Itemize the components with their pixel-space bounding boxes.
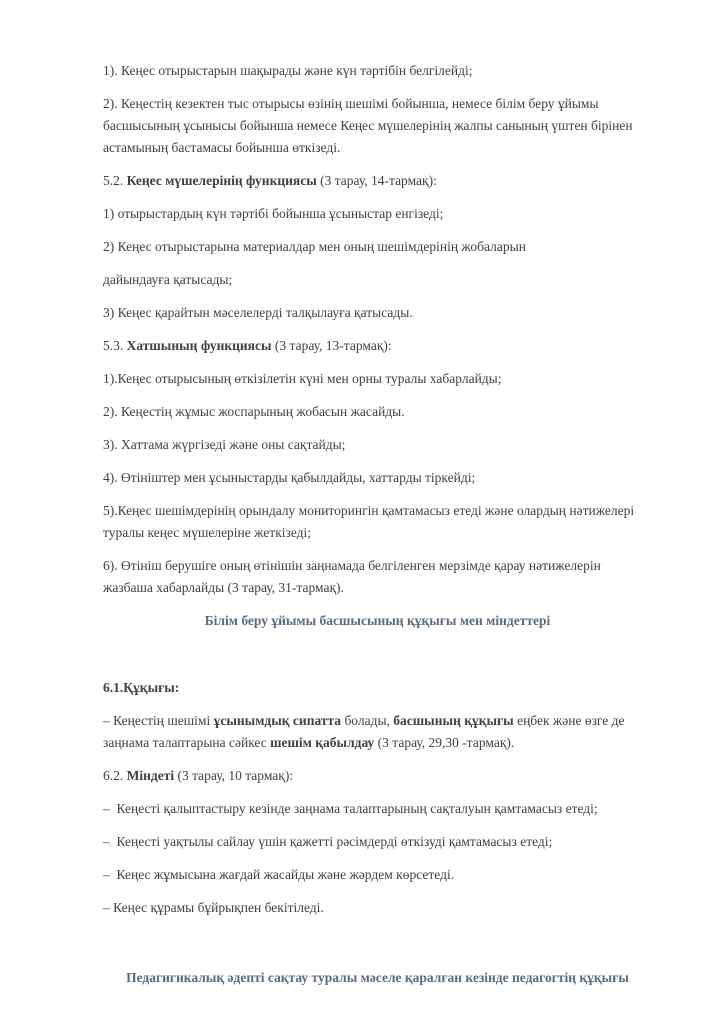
paragraph xyxy=(103,500,652,544)
paragraph xyxy=(103,677,652,699)
text-run: 2). Кеңестің жұмыс жоспарының жобасын жасайды. xyxy=(103,404,405,419)
paragraph xyxy=(103,710,652,754)
paragraph xyxy=(103,897,652,919)
text-run: 6). Өтініш берушіге оның өтінішін заңнамада белгіленген мерзімде қарау нәтижелерін жазбаша хабарлайды (3 тарау, 31-тармақ). xyxy=(103,558,605,595)
bold-text-run: 6.1.Құқығы: xyxy=(103,680,180,695)
text-run: 6.2. xyxy=(103,768,127,783)
paragraph xyxy=(103,368,652,390)
paragraph xyxy=(103,401,652,423)
text-run: 1). Кеңес отырыстарын шақырады және күн тәртібін белгілейді; xyxy=(103,63,473,78)
text-run: еңбек және өзге де заңнама талаптарына сәйкес xyxy=(103,713,628,750)
text-run: (3 тарау, 14-тармақ): xyxy=(316,173,437,188)
text-run: 3). Хаттама жүргізеді және оны сақтайды; xyxy=(103,437,346,452)
section-heading xyxy=(103,967,652,989)
text-run: 5.3. xyxy=(103,338,127,353)
paragraph xyxy=(103,203,652,225)
paragraph xyxy=(103,236,652,258)
bold-text-run: басшының құқығы xyxy=(393,713,514,728)
bold-text-run: ұсынымдық сипатта xyxy=(213,713,342,728)
text-run: 2). Кеңестің кезектен тыс отырысы өзінің шешімі бойынша, немесе білім беру ұйымы басшысының ұсынысы бойынша немесе Кеңес мүшелерінің жалпы санының үштен бірінен астамының бастамасы бойынша өткізеді. xyxy=(103,96,636,155)
paragraph xyxy=(103,831,652,853)
paragraph xyxy=(103,269,652,291)
paragraph xyxy=(103,798,652,820)
paragraph xyxy=(103,864,652,886)
text-run: болады, xyxy=(341,713,394,728)
paragraph xyxy=(103,555,652,599)
text-run: 3) Кеңес қарайтын мәселелерді талқылауға қатысады. xyxy=(103,305,413,320)
text-run: – Кеңес құрамы бұйрықпен бекітіледі. xyxy=(103,900,324,915)
paragraph xyxy=(103,765,652,787)
bold-text-run: Білім беру ұйымы басшысының құқығы мен міндеттері xyxy=(204,613,551,628)
text-run: (3 тарау, 29,30 -тармақ). xyxy=(374,735,515,750)
document-content xyxy=(103,60,652,989)
text-run: (3 тарау, 10 тармақ): xyxy=(174,768,294,783)
paragraph xyxy=(103,93,652,159)
bold-text-run: Педагигикалық әдепті сақтау туралы мәселе қаралған кезінде педагогтің құқығы xyxy=(126,970,629,985)
text-run: 1) отырыстардың күн тәртібі бойынша ұсыныстар енгізеді; xyxy=(103,206,444,221)
paragraph xyxy=(103,434,652,456)
paragraph xyxy=(103,170,652,192)
text-run: – Кеңестің шешімі xyxy=(103,713,214,728)
text-run: 5.2. xyxy=(103,173,127,188)
text-run: 2) Кеңес отырыстарына материалдар мен оның шешімдерінің жобаларын xyxy=(103,239,526,254)
paragraph xyxy=(103,335,652,357)
text-run: 5).Кеңес шешімдерінің орындалу мониторингін қамтамасыз етеді және олардың нәтижелері туралы кеңес мүшелеріне жеткізеді; xyxy=(103,503,638,540)
bold-text-run: Кеңес мүшелерінің функциясы xyxy=(126,173,317,188)
section-heading xyxy=(103,610,652,632)
text-run: – Кеңес жұмысына жағдай жасайды және жәрдем көрсетеді. xyxy=(103,867,455,882)
text-run: дайындауға қатысады; xyxy=(103,272,233,287)
text-run: 4). Өтініштер мен ұсыныстарды қабылдайды, хаттарды тіркейді; xyxy=(103,470,476,485)
bold-text-run: Міндеті xyxy=(126,768,175,783)
text-run: – Кеңесті уақтылы сайлау үшін қажетті рәсімдерді өткізуді қамтамасыз етеді; xyxy=(103,834,553,849)
paragraph xyxy=(103,302,652,324)
bold-text-run: шешім қабылдау xyxy=(270,735,375,750)
text-run: (3 тарау, 13-тармақ): xyxy=(271,338,392,353)
paragraph xyxy=(103,60,652,82)
text-run: 1).Кеңес отырысының өткізілетін күні мен орны туралы хабарлайды; xyxy=(103,371,502,386)
bold-text-run: Хатшының функциясы xyxy=(126,338,272,353)
text-run: – Кеңесті қалыптастыру кезінде заңнама талаптарының сақталуын қамтамасыз етеді; xyxy=(103,801,598,816)
paragraph xyxy=(103,467,652,489)
